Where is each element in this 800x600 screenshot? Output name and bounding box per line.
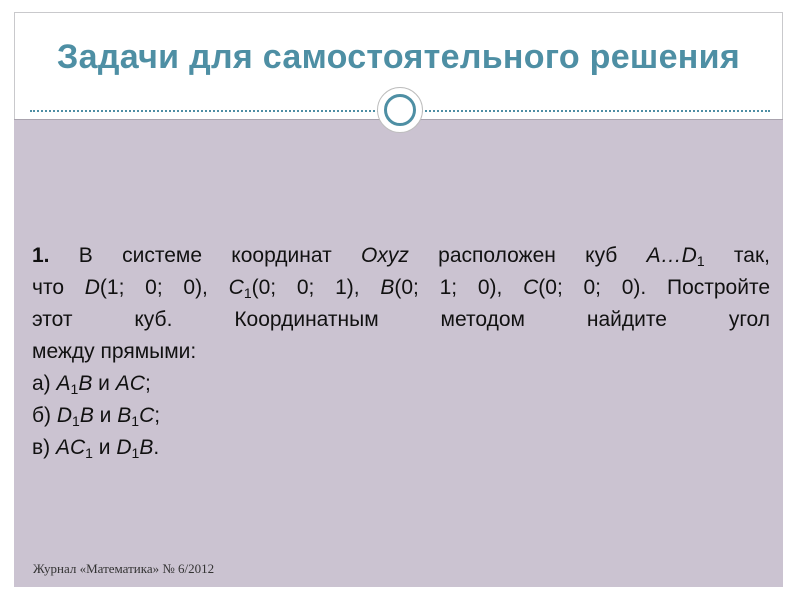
point-name: B xyxy=(78,372,93,395)
point-name: C xyxy=(228,276,244,299)
point-name: B xyxy=(380,276,395,299)
subscript: 1 xyxy=(243,285,252,301)
subscript: 1 xyxy=(696,253,705,269)
point-name: A xyxy=(56,372,71,395)
slide-title: Задачи для самостоятельного решения xyxy=(57,38,740,76)
point-name: B xyxy=(117,404,132,427)
ring-icon xyxy=(377,87,423,133)
coord-system: Oxyz xyxy=(361,244,409,267)
point-name: D xyxy=(116,436,132,459)
point-name: C xyxy=(139,404,155,427)
point-coords: (0; 0; 1), xyxy=(251,276,381,299)
point-coords: (0; 0; 0). Постройте xyxy=(538,276,771,299)
conjunction: и xyxy=(92,436,117,459)
point-coords: (0; 1; 0), xyxy=(394,276,524,299)
ring-inner xyxy=(384,94,416,126)
point-name: B xyxy=(139,436,154,459)
subscript: 1 xyxy=(72,413,80,429)
item-marker: а) xyxy=(32,372,57,395)
item-marker: в) xyxy=(32,436,56,459)
point-name: D xyxy=(84,276,100,299)
point-name: AC xyxy=(115,372,145,395)
conjunction: и xyxy=(92,372,116,395)
answer-item-c xyxy=(32,432,770,464)
subscript: 1 xyxy=(70,381,79,397)
subscript: 1 xyxy=(85,445,93,461)
item-marker: б) xyxy=(32,404,57,427)
answer-item-b xyxy=(32,400,770,432)
punctuation: ; xyxy=(144,372,151,395)
task-text xyxy=(32,240,770,464)
answer-item-a xyxy=(32,368,770,400)
point-name: B xyxy=(79,404,94,427)
subscript: 1 xyxy=(131,413,140,429)
cube-name: A…D xyxy=(646,244,697,267)
subscript: 1 xyxy=(131,445,140,461)
point-name: AC xyxy=(55,436,86,459)
text-fragment: В системе координат xyxy=(49,244,362,267)
task-line-1 xyxy=(32,240,770,272)
punctuation: ; xyxy=(154,404,161,427)
text-fragment: так, xyxy=(704,244,771,267)
point-name: D xyxy=(56,404,73,427)
task-line-2 xyxy=(32,272,770,304)
conjunction: и xyxy=(93,404,118,427)
footer-source: Журнал «Математика» № 6/2012 xyxy=(33,561,215,576)
punctuation: . xyxy=(153,436,160,459)
task-line-3: этот куб. Координатным методом найдите угол xyxy=(32,308,770,331)
task-line-4: между прямыми: xyxy=(32,340,197,363)
text-fragment: что xyxy=(32,276,85,299)
point-name: C xyxy=(523,276,539,299)
task-number: 1. xyxy=(32,244,50,267)
point-coords: (1; 0; 0), xyxy=(99,276,229,299)
text-fragment: расположен куб xyxy=(408,244,647,267)
